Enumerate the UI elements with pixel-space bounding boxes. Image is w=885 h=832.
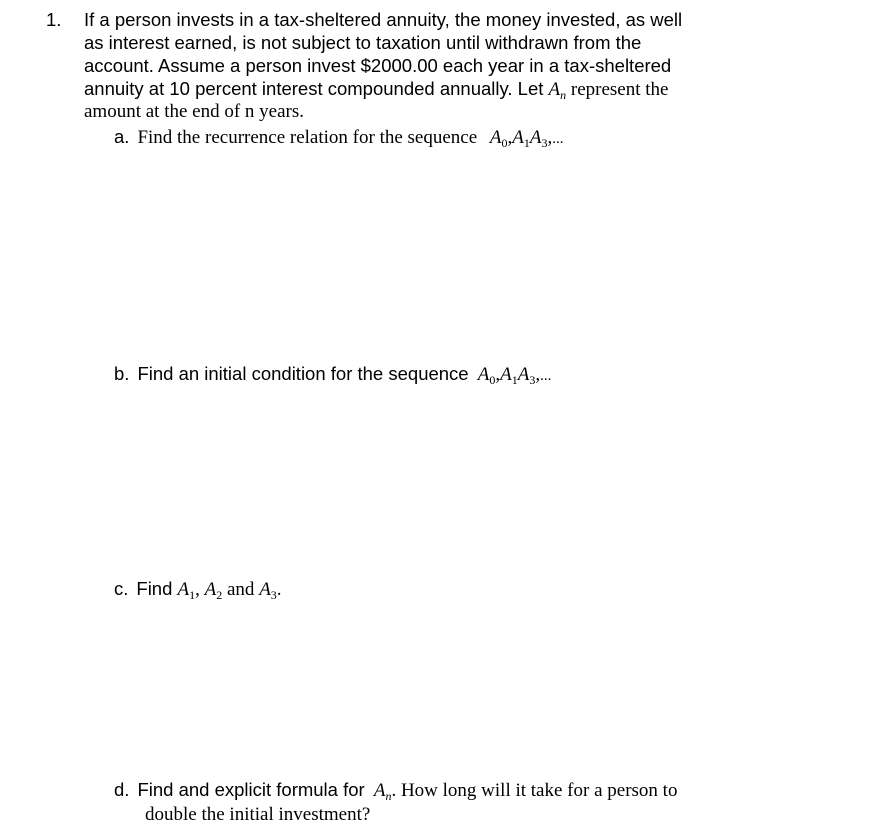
terms-c: $A_1$, $A_2$ and $A_3$.: [177, 579, 282, 602]
part-b: [114, 362, 551, 388]
represent-text: represent the: [570, 79, 669, 100]
part-d-text: Find and explicit formula for: [137, 779, 370, 800]
amount-line: amount at the end of n years.: [84, 101, 305, 122]
part-d: [114, 778, 677, 803]
part-b-label: b.: [114, 363, 130, 384]
part-a-text: Find the recurrence relation for the sequence: [137, 127, 482, 148]
part-c-label: c.: [114, 578, 129, 599]
intro-line-4: [84, 77, 668, 102]
part-d-line-2: double the initial investment?: [145, 804, 371, 825]
intro-line-3: account. Assume a person invest $2000.00 each year in a tax-sheltered: [84, 55, 672, 76]
question-number: 1.: [46, 9, 62, 30]
part-a: [114, 125, 564, 151]
var-a-n-d: $A_n$.: [373, 780, 397, 803]
intro-line-2: as interest earned, is not subject to taxation until withdrawn from the: [84, 32, 642, 53]
part-b-text: Find an initial condition for the sequence: [137, 363, 474, 384]
sequence-b: $A_0,A_1A_3$,...: [477, 364, 552, 387]
sequence-a: $A_0,A_1A_3$,...: [489, 127, 564, 150]
part-d-label: d.: [114, 779, 130, 800]
part-c-text: Find: [136, 578, 178, 599]
intro-line-4-text: annuity at 10 percent interest compounded annually. Let: [84, 78, 549, 99]
intro-line-1: If a person invests in a tax-sheltered annuity, the money invested, as well: [84, 9, 683, 30]
part-a-label: a.: [114, 126, 130, 147]
var-a-n: $A_n$: [548, 79, 567, 102]
part-c: [114, 577, 282, 602]
part-d-text-after: How long will it take for a person to: [400, 780, 678, 801]
